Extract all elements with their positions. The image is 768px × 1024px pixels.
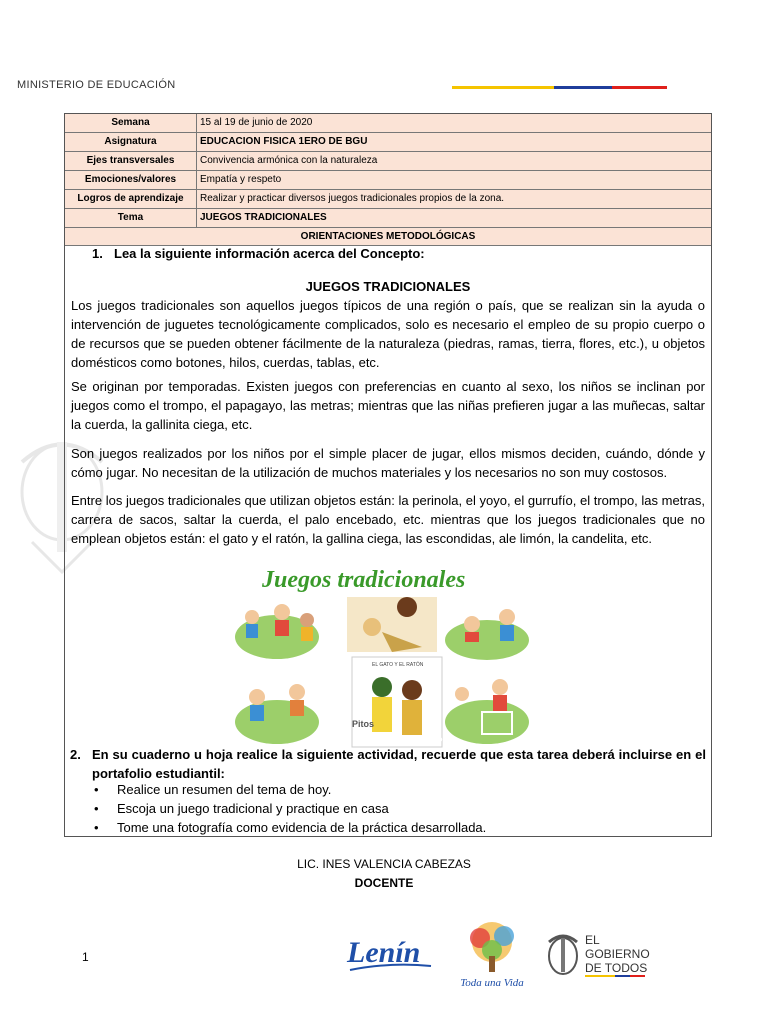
row-label: Emociones/valores bbox=[65, 171, 197, 189]
row-label: Tema bbox=[65, 209, 197, 227]
list-item bbox=[94, 780, 486, 799]
section1-instruction bbox=[92, 246, 425, 261]
toda-una-vida-logo bbox=[452, 920, 532, 990]
list-item-text: Realice un resumen del tema de hoy. bbox=[117, 782, 332, 797]
row-value: Convivencia armónica con la naturaleza bbox=[200, 155, 378, 166]
ministry-header: MINISTERIO DE EDUCACIÓN bbox=[17, 79, 176, 91]
section1-number: 1. bbox=[92, 246, 103, 261]
activity-list bbox=[94, 780, 486, 837]
pitos-label: Pitos bbox=[352, 719, 375, 729]
row-value: 15 al 19 de junio de 2020 bbox=[200, 117, 313, 128]
lenin-logo bbox=[345, 932, 435, 980]
bullet-icon: • bbox=[94, 782, 99, 797]
gato-raton-label: EL GATO Y EL RATÓN bbox=[372, 662, 424, 668]
flag-stripe-blue bbox=[554, 86, 612, 89]
paragraph: Se originan por temporadas. Existen juegos con preferencias en cuanto al sexo, los niños se inclinan por juegos como el trompo, el papagayo, las metras; mientras que las niñas prefieren jugar a las muñecas, saltar la cuerda, la gallinita ciega, etc. bbox=[71, 379, 705, 432]
paragraph: Los juegos tradicionales son aquellos juegos típicos de una región o país, que se realizan sin la ayuda o intervención de juguetes tecnológicamente complicados, solo es necesario el empleo de su propio cuerpo o de recursos que se pueden obtener fácilmente de la naturaleza (piedras, ramas, tierra, flores, etc.), u objetos domésticos como botones, hilos, cuerdas, tablas, etc. bbox=[71, 298, 705, 370]
juegos-tradicionales-illustration bbox=[232, 562, 532, 748]
row-value: Realizar y practicar diversos juegos tradicionales propios de la zona. bbox=[200, 193, 505, 204]
illustration-title: Juegos tradicionales bbox=[262, 567, 466, 593]
gobierno-de-todos-logo bbox=[545, 930, 675, 980]
list-item bbox=[94, 799, 486, 818]
table-row bbox=[65, 190, 711, 209]
paragraph: Son juegos realizados por los niños por el simple placer de jugar, ellos mismos deciden, cuándo, dónde y cómo jugar. No necesitan de la utilización de muchos materiales y los necesarios no son muy costosos. bbox=[71, 446, 705, 480]
row-label: Ejes transversales bbox=[65, 152, 197, 170]
rayuela-scene-icon bbox=[445, 679, 529, 744]
bullet-icon: • bbox=[94, 801, 99, 816]
list-item bbox=[94, 818, 486, 837]
toda-una-vida-text: Toda una Vida bbox=[460, 977, 524, 989]
orientaciones-header: ORIENTACIONES METODOLÓGICAS bbox=[65, 228, 711, 246]
teacher-name: LIC. INES VALENCIA CABEZAS bbox=[297, 857, 471, 871]
section2-instruction bbox=[70, 745, 706, 783]
kids-trompo-scene-icon bbox=[235, 684, 319, 744]
table-row bbox=[65, 152, 711, 171]
row-label: Logros de aprendizaje bbox=[65, 190, 197, 208]
table-row bbox=[65, 114, 711, 133]
papagayo-scene-icon bbox=[347, 597, 437, 652]
flag-stripe-red bbox=[612, 86, 667, 89]
row-label: Semana bbox=[65, 114, 197, 132]
content-title: JUEGOS TRADICIONALES bbox=[305, 279, 471, 294]
kids-playing-scene-icon bbox=[235, 604, 319, 659]
kids-marbles-scene-icon bbox=[445, 609, 529, 660]
el-gato-y-el-raton-scene-icon bbox=[352, 657, 443, 747]
table-row bbox=[65, 171, 711, 190]
papagayo-label: Papagayo bbox=[400, 734, 443, 744]
page-number: 1 bbox=[82, 950, 89, 964]
gob-line-2: GOBIERNO bbox=[585, 947, 650, 961]
section1-text: Lea la siguiente información acerca del Concepto: bbox=[114, 246, 425, 261]
row-label: Asignatura bbox=[65, 133, 197, 151]
coat-of-arms-icon bbox=[549, 936, 577, 974]
teacher-role: DOCENTE bbox=[354, 876, 414, 890]
table-row bbox=[65, 209, 711, 228]
section2-text: En su cuaderno u hoja realice la siguiente actividad, recuerde que esta tarea deberá incluirse en el portafolio estudiantil: bbox=[92, 747, 706, 781]
gob-line-3: DE TODOS bbox=[585, 961, 648, 975]
table-row bbox=[65, 133, 711, 152]
row-value: JUEGOS TRADICIONALES bbox=[200, 212, 327, 223]
gob-line-1: EL bbox=[585, 933, 600, 947]
row-value: EDUCACION FISICA 1ERO DE BGU bbox=[200, 136, 368, 147]
lenin-logo-text: Lenín bbox=[347, 936, 421, 969]
section2-number: 2. bbox=[70, 747, 81, 762]
row-value: Empatía y respeto bbox=[200, 174, 282, 185]
paragraph: Entre los juegos tradicionales que utilizan objetos están: la perinola, el yoyo, el gurrufío, el trompo, las metras, carrera de sacos, saltar la cuerda, el palo encebado, etc. mientras que los juegos tradicionales que no emplean objetos están: el gato y el ratón, la gallina ciega, las escondidas, ale limón, la candelita, etc. bbox=[71, 493, 705, 546]
flag-stripe-yellow bbox=[452, 86, 554, 89]
list-item-text: Escoja un juego tradicional y practique en casa bbox=[117, 801, 389, 816]
list-item-text: Tome una fotografía como evidencia de la práctica desarrollada. bbox=[117, 820, 487, 835]
bullet-icon: • bbox=[94, 820, 99, 835]
